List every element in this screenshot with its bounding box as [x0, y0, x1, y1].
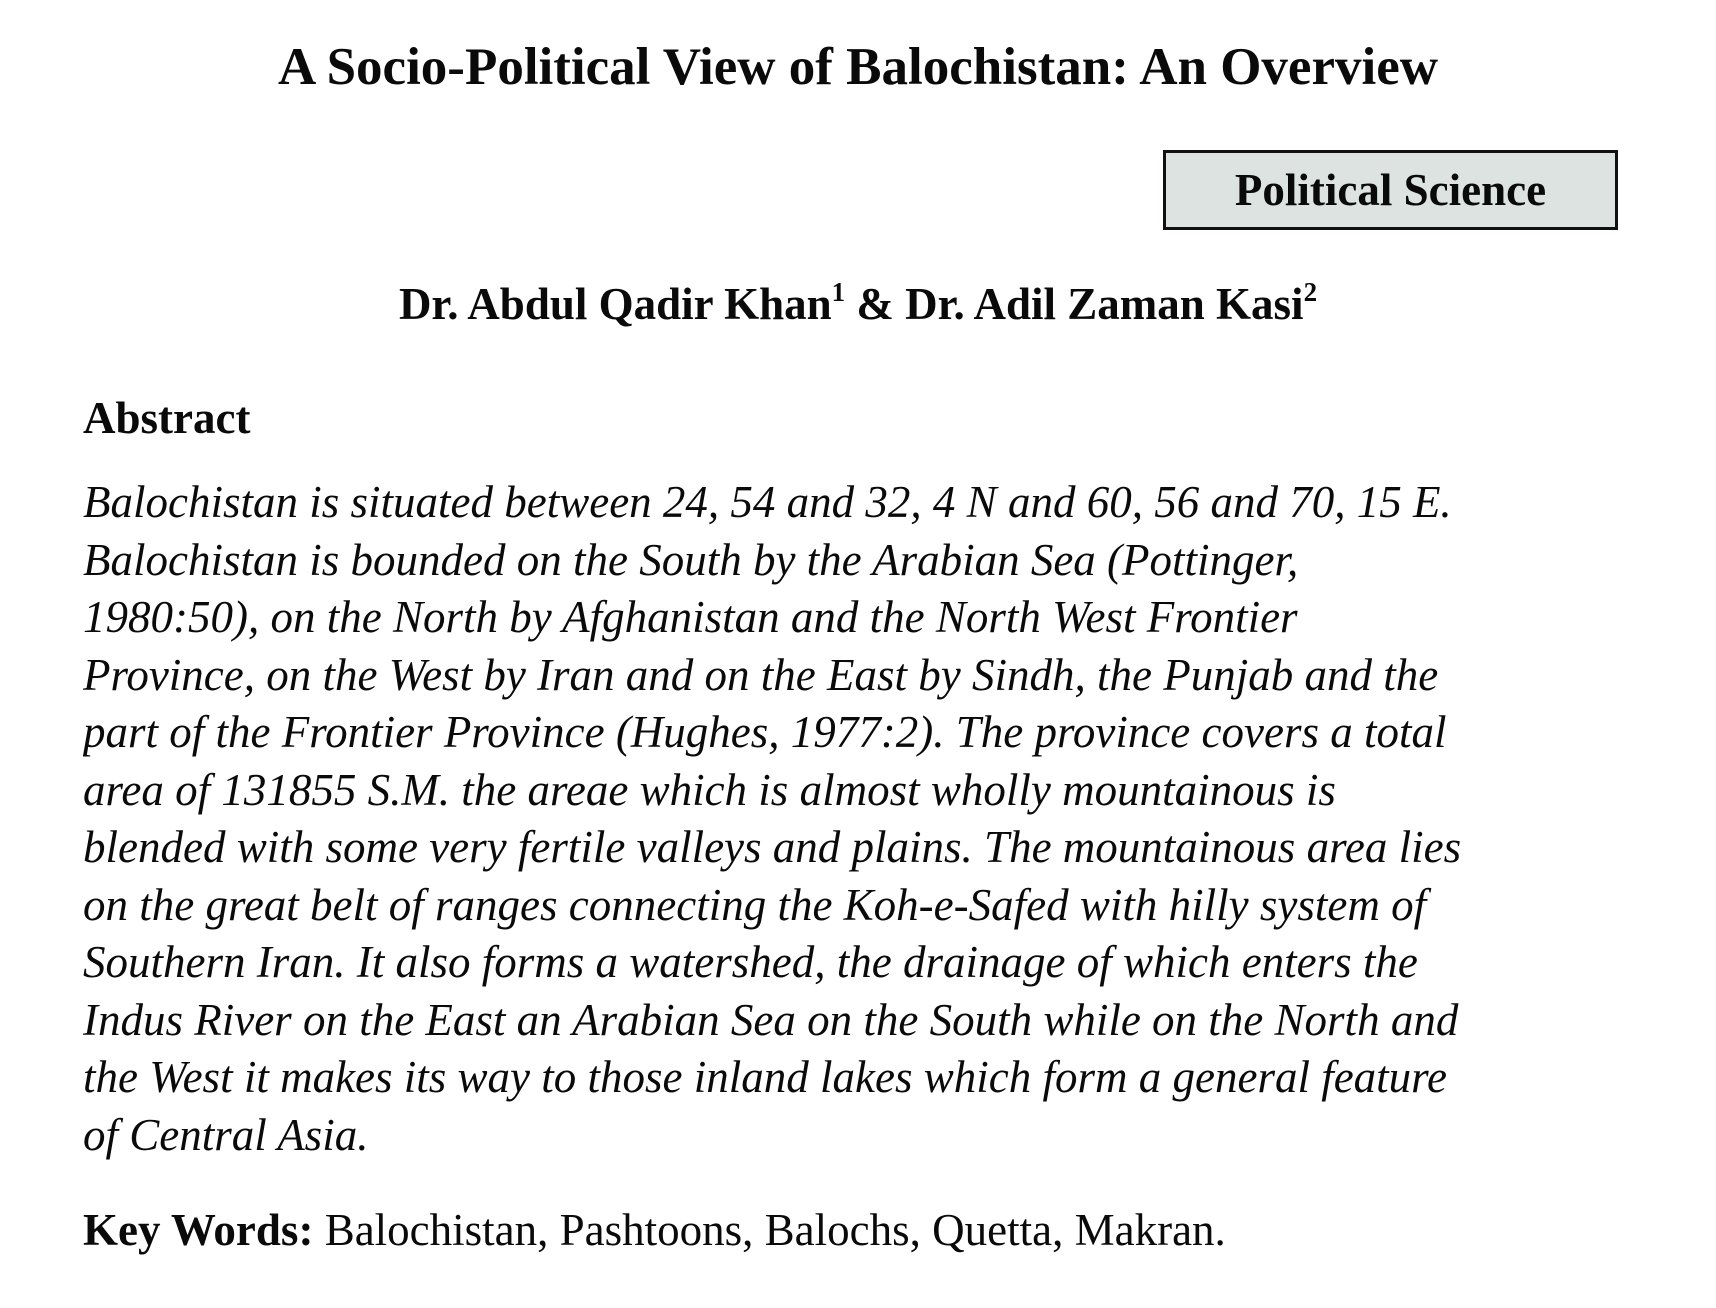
- abstract-line: 1980:50), on the North by Afghanistan and the North West Frontier: [83, 592, 1298, 642]
- author-1-affiliation: 1: [831, 277, 846, 307]
- abstract-line: Balochistan is bounded on the South by the Arabian Sea (Pottinger,: [83, 534, 1299, 585]
- abstract-line: area of 131855 S.M. the areae which is almost wholly mountainous is: [83, 764, 1336, 815]
- subject-label: Political Science: [1234, 165, 1547, 215]
- abstract-line: Indus River on the East an Arabian Sea on the South while on the North and: [83, 994, 1459, 1045]
- abstract-line: Balochistan is situated between 24, 54 and 32, 4 N and 60, 56 and 70, 15 E.: [83, 477, 1452, 527]
- keywords-value: Balochistan, Pashtoons, Balochs, Quetta, Makran.: [313, 1205, 1226, 1255]
- abstract-heading: Abstract: [83, 393, 251, 443]
- abstract-line: the West it makes its way to those inland lakes which form a general feature: [83, 1052, 1447, 1102]
- abstract-body: [83, 474, 1640, 1164]
- abstract-line: Southern Iran. It also forms a watershed, the drainage of which enters the: [83, 937, 1418, 987]
- keywords-label: Key Words:: [83, 1205, 314, 1255]
- author-2: Dr. Adil Zaman Kasi: [905, 279, 1304, 329]
- paper-title: A Socio-Political View of Balochistan: An Overview: [277, 38, 1439, 96]
- author-2-affiliation: 2: [1303, 277, 1318, 307]
- abstract-line: on the great belt of ranges connecting the Koh-e-Safed with hilly system of: [83, 879, 1427, 930]
- authors-line: [0, 276, 1716, 332]
- abstract-line: of Central Asia.: [83, 1109, 369, 1160]
- authors-separator: &: [845, 279, 906, 329]
- subject-badge: [1163, 150, 1618, 230]
- abstract-line: blended with some very fertile valleys and plains. The mountainous area lies: [83, 822, 1462, 872]
- keywords: [83, 1202, 1226, 1258]
- abstract-line: part of the Frontier Province (Hughes, 1977:2). The province covers a total: [83, 707, 1447, 757]
- author-1: Dr. Abdul Qadir Khan: [398, 279, 832, 329]
- abstract-line: Province, on the West by Iran and on the East by Sindh, the Punjab and the: [83, 649, 1439, 700]
